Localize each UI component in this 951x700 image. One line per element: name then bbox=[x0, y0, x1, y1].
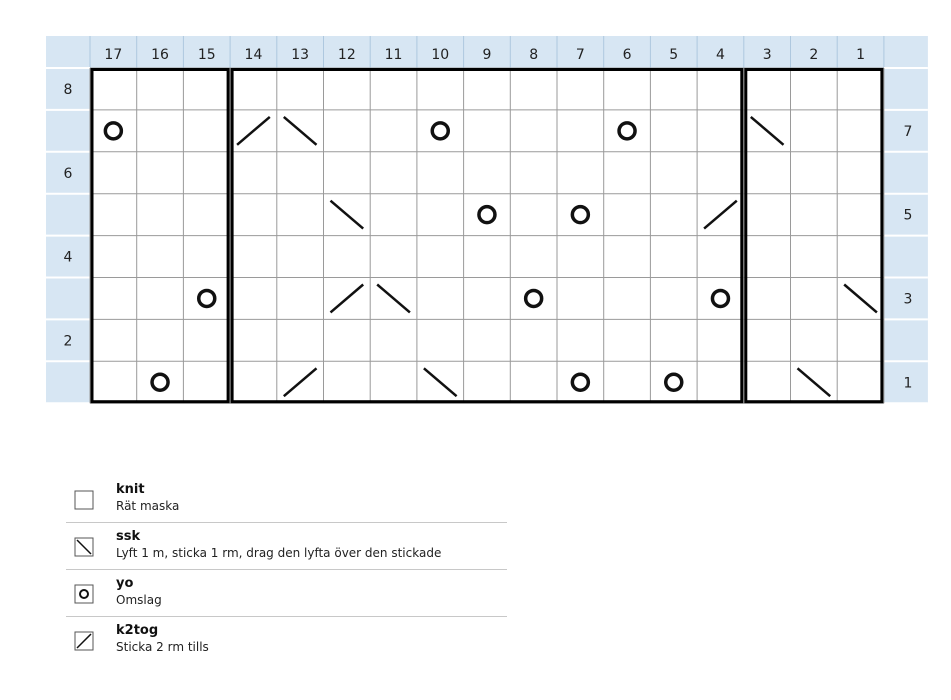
column-number-label: 4 bbox=[715, 47, 725, 63]
legend-item-k2tog bbox=[66, 617, 507, 663]
column-number-label: 12 bbox=[337, 47, 356, 63]
column-number-label: 6 bbox=[622, 47, 632, 63]
column-number-label: 15 bbox=[197, 47, 216, 63]
column-number-label: 13 bbox=[291, 47, 310, 63]
legend-item-yo bbox=[66, 570, 507, 617]
row-number-label: 5 bbox=[903, 207, 913, 224]
legend bbox=[66, 476, 507, 663]
legend-description: Sticka 2 rm tills bbox=[116, 640, 209, 654]
legend-name: ssk bbox=[116, 529, 141, 544]
row-number-label: 6 bbox=[63, 165, 73, 182]
knit-symbol-icon bbox=[74, 490, 94, 510]
legend-name: yo bbox=[116, 576, 134, 591]
legend-description: Lyft 1 m, sticka 1 rm, drag den lyfta över den stickade bbox=[116, 546, 442, 560]
column-number-label: 17 bbox=[104, 47, 123, 63]
column-number-label: 1 bbox=[856, 47, 866, 63]
column-number-label: 8 bbox=[529, 47, 539, 63]
ssk-symbol-icon bbox=[74, 537, 94, 557]
column-number-label: 9 bbox=[482, 47, 492, 63]
row-number-label: 7 bbox=[903, 123, 913, 140]
yo-symbol-icon bbox=[74, 584, 94, 604]
column-number-label: 10 bbox=[431, 47, 450, 63]
column-number-label: 16 bbox=[151, 47, 169, 63]
column-number-label: 14 bbox=[244, 47, 263, 63]
legend-item-ssk bbox=[66, 523, 507, 570]
column-number-label: 5 bbox=[669, 47, 679, 63]
row-number-label: 3 bbox=[903, 291, 913, 308]
row-number-label: 2 bbox=[63, 333, 73, 350]
column-number-label: 2 bbox=[809, 47, 819, 63]
column-number-label: 3 bbox=[762, 47, 772, 63]
row-number-label: 8 bbox=[63, 81, 73, 98]
column-number-label: 7 bbox=[575, 47, 585, 63]
column-number-label: 11 bbox=[384, 47, 403, 63]
k2tog-symbol-icon bbox=[74, 631, 94, 651]
legend-name: k2tog bbox=[116, 623, 159, 638]
legend-description: Rät maska bbox=[116, 499, 180, 513]
legend-description: Omslag bbox=[116, 593, 162, 607]
row-number-label: 1 bbox=[903, 375, 913, 392]
row-number-label: 4 bbox=[63, 249, 73, 266]
legend-name: knit bbox=[116, 482, 145, 497]
legend-item-knit bbox=[66, 476, 507, 523]
